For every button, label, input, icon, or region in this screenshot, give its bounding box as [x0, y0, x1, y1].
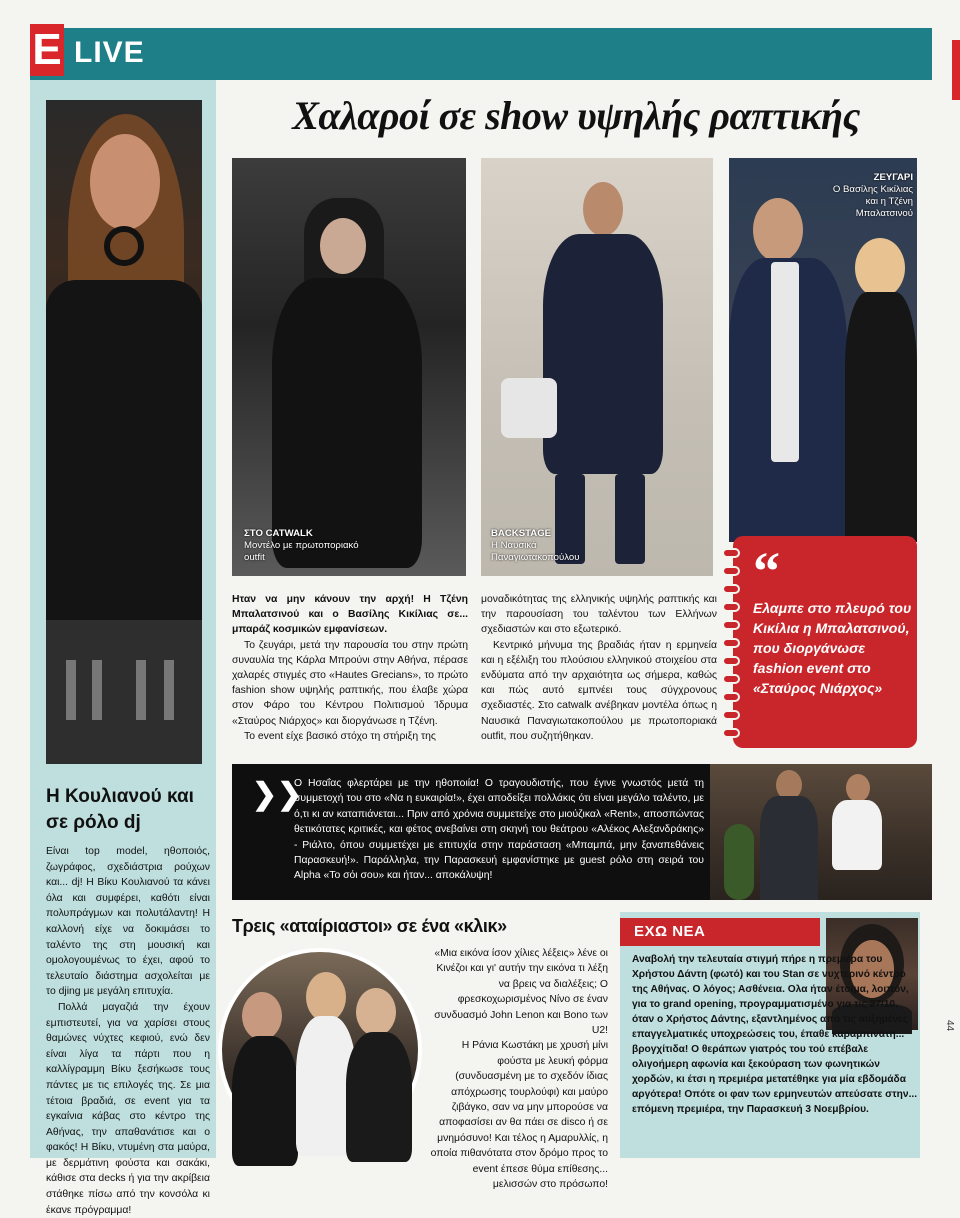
news-strip-text: Ο Ησαΐας φλερτάρει με την ηθοποιία! Ο τραγουδιστής, που έγινε γνωστός μετά τη συμμετοχή του στο «Να η ευκαιρία!», έχει αποδείξει πολλάκις ότι είναι μεγάλο ταλέντο, με ό,τι κι αν καταπιάνεται... Πριν από χρόνια συμμετείχε στο μιούζικαλ «Rent», αποσπώντας θετικότατες κριτικές, και φέτος ανεβαίνει στη σκηνή του θεάτρου «Αλέκος Αλεξανδράκης» - Ριάλτο, όπου συμμετέχει με επιτυχία στην παράσταση «Μπαμπά, μην ξαναπεθάνεις Παρασκευή!». Παράλληλα, την Παρασκευή εμφανίστηκε με guest ρόλο στη σειρά του Alpha «Το σόι σου» και ήταν... αποκάλυψη!	[294, 778, 704, 882]
article-lead: Ηταν να μην κάνουν την αρχή! Η Τζένη Μπαλατσινού και ο Βασίλης Κικίλιας σε... μπαράζ κοσμικών εμφανίσεων.	[232, 594, 468, 636]
trio-paragraph: Η Ράνια Κωστάκη με χρυσή μίνι φούστα με λευκή φόρμα (συνδυασμένη με το σχεδόν ίδιας απόχρωσης τουρλούφι) και μαύρο ζιβάγκο, σαν να μην μπορούσε να αποφασίσει αν θα πάει σε disco ή σε μνημόσυνο! Και τέλος η Αμαρυλλίς, η οποία πιθανότατα στον δρόμο προς το event έπεσε θύμα επίθεσης... μελισσών στο πρόσωπο!	[430, 1040, 608, 1191]
trio-text	[430, 946, 608, 1193]
article-column-1	[232, 592, 468, 744]
trio-paragraph: «Μια εικόνα ίσον χίλιες λέξεις» λένε οι Κινέζοι και γι' αυτήν την εικόνα τι λέξη να βρεις να διαλέξεις; Ο φρεσκοχωρισμένος Νίνο σε έναν συνδυασμό John Lenon και Bono των U2!	[434, 948, 608, 1037]
news-strip-photo	[710, 764, 932, 900]
article-paragraph: μοναδικότητας της ελληνικής υψηλής ραπτικής και την παρουσίαση του ταλέντου των Ελλήνων σχεδιαστών και στο εξωτερικό.	[481, 594, 717, 636]
magazine-logo: E	[30, 24, 64, 76]
catwalk-photo	[232, 158, 466, 576]
trio-photo	[218, 948, 422, 1152]
page-number: 44	[944, 1020, 955, 1032]
sidebar-paragraph: Είναι top model, ηθοποιός, ζωγράφος, σχεδιάστρια ρούχων και... dj! Η Βίκυ Κουλιανού τα κάνει όλα και συμφέρει, καθότι είναι πολυπράγμων και πολυτάλαντη! Η καλλονή είχε να δοκιμάσει το ταλέντο της στη μουσική και ομολογουμένως το έχει, αφού το τελευταίο διάστημα ασχολείται με το djing με μεγάλη επιτυχία.	[46, 846, 210, 998]
edge-marker	[952, 40, 960, 100]
news-strip	[232, 764, 932, 900]
left-sidebar	[30, 80, 216, 1216]
article-column-2	[481, 592, 717, 744]
pull-quote-text: Ελαμπε στο πλευρό του Κικίλια η Μπαλατσινού, που διοργάνωσε fashion event στο «Σταύρος Νιάρχος»	[753, 600, 912, 696]
article-paragraph: Κεντρικό μήνυμα της βραδιάς ήταν η ερμηνεία και η εξέλιξη του πλούσιου ελληνικού στοιχείου στα ενδύματα από την αρχαιότητα ως σήμερα, καθώς και πώς αυτό εμπνέει τους σύγχρονους σχεδιαστές. Στο catwalk ανέβηκαν μοντέλα όπως η Ναυσικά Παναγιωτακοπούλου με πρωτοποριακά outfit, που συζητήθηκαν.	[481, 639, 717, 742]
news-box-title: ΕΧΩ ΝΕΑ	[620, 918, 820, 946]
news-box-text: Αναβολή την τελευταία στιγμή πήρε η πρεμιέρα του Χρήστου Δάντη (φωτό) και του Stan σε νυχτερινό κέντρο της Αθήνας. Ο λόγος; Ασθένεια. Ολα ήταν έτοιμα, λοιπόν, για το grand opening, προγραμματισμένο για τις 27/10, όταν ο Χρήστος Δάντης, εξαντλημένος από τις αυξημένες επαγγελματικές υποχρεώσεις του, έπαθε καραμπινάτη... βρογχίτιδα! Ο θεράπων γιατρός του τού επέβαλε ολιγοήμερη αφωνία και ξεκούραση των φωνητικών χορδών, κι έτσι η πρεμιέρα μετατέθηκε για μία εβδομάδα αργότερα! Οπότε οι φαν των ερμηνευτών απεύσατε στην... επόμενη πρεμιέρα, την Παρασκευή 3 Νοεμβρίου.	[632, 954, 918, 1115]
headphones-icon	[104, 226, 144, 266]
article-paragraph: Το ζευγάρι, μετά την παρουσία του στην πρώτη συναυλία της Κάρλα Μπρούνι στην Αθήνα, πέρασε χαλαρές στιγμές στο «Hautes Grecians», το πρώτο fashion show υψηλής ραπτικής, που έλαβε χώρα στον Φάρο του Κέντρου Πολιτισμού Ίδρυμα «Σταύρος Νιάρχος» και διοργάνωσε η Τζένη.	[232, 639, 468, 727]
news-box	[620, 912, 920, 1158]
article-title: Χαλαροί σε show υψηλής ραπτικής	[292, 93, 860, 138]
sidebar-paragraph: Πολλά μαγαζιά την έχουν εμπιστευτεί, για να χαρίσει στους θαμώνες νύχτες κεφιού, ενώ δεν είναι λίγα τα πάρτι που η καλλίγραμμη Βίκυ ξεσήκωσε τους πάντες με τις επιλογές της. Σε μια τέτοια βραδιά, σε event για τα εγκαίνια κάβας στο κέντρο της Αθήνας, την απαθανάτισε και ο φακός! Η Βίκυ, ντυμένη στα μαύρα, με δερμάτινη φούστα και σακάκι, κάθισε στα decks ή για την ακρίβεια στάθηκε πίσω από την κονσόλα κι έκανε πρόγραμμα!	[46, 1001, 210, 1216]
pull-quote	[733, 536, 917, 748]
photo-caption: ΖΕΥΓΑΡΙ Ο Βασίλης Κικίλιας και η Τζένη Μπαλατσινού	[832, 172, 913, 219]
sidebar-text	[46, 844, 210, 1218]
photo-caption: BACKSTAGE Η Ναυσικά Παναγιωτακοπούλου	[491, 528, 580, 563]
double-chevron-icon: ❯❯	[252, 778, 303, 811]
quote-icon: “	[753, 541, 780, 601]
section-header	[30, 25, 932, 80]
section-label: LIVE	[74, 36, 145, 69]
section-title: Τρεις «αταίριαστοι» σε ένα «κλικ»	[232, 916, 507, 936]
backstage-photo	[481, 158, 713, 576]
dj-photo	[46, 100, 202, 764]
photo-caption: ΣΤΟ CATWALK Μοντέλο με πρωτοποριακό outfit	[244, 528, 359, 563]
couple-photo	[729, 158, 917, 542]
dj-deck	[46, 620, 202, 764]
sidebar-title: Η Κουλιανού και σε ρόλο dj	[46, 786, 194, 833]
spiral-binding-decoration	[722, 548, 742, 738]
article-paragraph: Το event είχε βασικό στόχο τη στήριξη της	[244, 730, 436, 742]
